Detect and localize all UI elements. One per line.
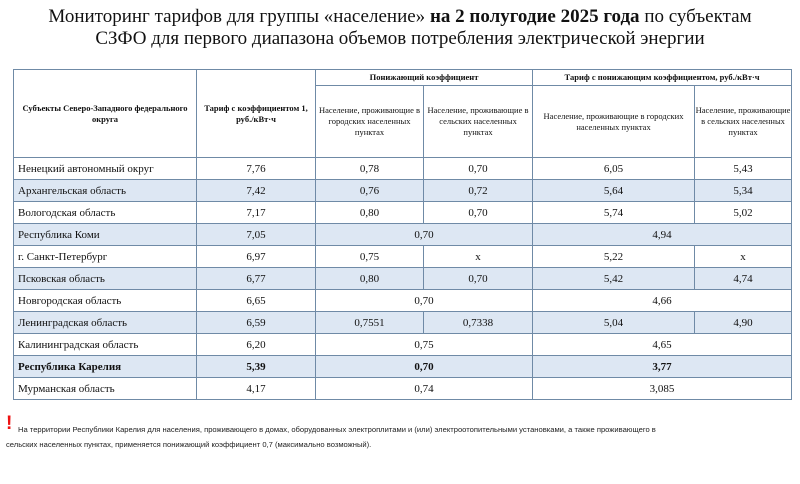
table-row xyxy=(14,378,792,400)
row-tariff: 6,77 xyxy=(197,268,316,290)
row-tariff-urban: 5,22 xyxy=(533,246,695,268)
page-title xyxy=(0,6,800,50)
row-coef: 0,70 xyxy=(316,290,533,312)
table-row xyxy=(14,202,792,224)
row-coef-rural: 0,70 xyxy=(424,268,533,290)
row-coef: 0,70 xyxy=(316,356,533,378)
footnote-line2: сельских населенных пунктах, применяется понижающий коэффициент 0,7 (максимально возможный). xyxy=(6,440,372,449)
title-part1: Мониторинг тарифов для группы «население» xyxy=(48,6,426,27)
row-tariff: 6,97 xyxy=(197,246,316,268)
row-coef-urban: 0,78 xyxy=(316,158,424,180)
row-coef-rural: х xyxy=(424,246,533,268)
header-coef-rural: Население, проживающие в сельских населенных пунктах xyxy=(424,86,533,158)
row-tariff-rural: 5,02 xyxy=(695,202,792,224)
row-tariff-rural: 4,74 xyxy=(695,268,792,290)
row-tariff: 7,42 xyxy=(197,180,316,202)
table-row xyxy=(14,180,792,202)
row-name: Вологодская область xyxy=(14,202,197,224)
row-tariff: 7,17 xyxy=(197,202,316,224)
row-name: Калининградская область xyxy=(14,334,197,356)
row-coef: 0,70 xyxy=(316,224,533,246)
row-coef-urban: 0,7551 xyxy=(316,312,424,334)
row-tariff-urban: 6,05 xyxy=(533,158,695,180)
header-reducing-coef: Понижающий коэффициент xyxy=(316,70,533,86)
footnote-line1: На территории Республики Карелия для населения, проживающего в домах, оборудованных электроплитами и (или) электроотопительными установками, а также проживающего в xyxy=(18,425,656,434)
row-tariff-reduced: 4,94 xyxy=(533,224,792,246)
row-tariff: 7,76 xyxy=(197,158,316,180)
row-tariff: 6,59 xyxy=(197,312,316,334)
row-coef: 0,74 xyxy=(316,378,533,400)
row-tariff-rural: 4,90 xyxy=(695,312,792,334)
exclamation-icon: ! xyxy=(6,413,13,434)
row-tariff-urban: 5,04 xyxy=(533,312,695,334)
table-row xyxy=(14,290,792,312)
header-tariff: Тариф с коэффициентом 1, руб./кВт·ч xyxy=(197,70,316,158)
row-coef-rural: 0,72 xyxy=(424,180,533,202)
title-line2: СЗФО для первого диапазона объемов потребления электрической энергии xyxy=(95,28,705,49)
title-period: на 2 полугодие 2025 года xyxy=(429,6,640,27)
table-row-highlighted xyxy=(14,356,792,378)
row-coef: 0,75 xyxy=(316,334,533,356)
row-tariff: 5,39 xyxy=(197,356,316,378)
row-tariff: 6,20 xyxy=(197,334,316,356)
row-tariff-urban: 5,64 xyxy=(533,180,695,202)
row-name: Ненецкий автономный округ xyxy=(14,158,197,180)
row-name: Новгородская область xyxy=(14,290,197,312)
title-part2: по субъектам xyxy=(644,6,752,27)
row-tariff-rural: х xyxy=(695,246,792,268)
row-name: Мурманская область xyxy=(14,378,197,400)
row-coef-urban: 0,76 xyxy=(316,180,424,202)
row-coef-rural: 0,70 xyxy=(424,202,533,224)
row-tariff: 4,17 xyxy=(197,378,316,400)
table-row xyxy=(14,334,792,356)
row-tariff-rural: 5,43 xyxy=(695,158,792,180)
footnote xyxy=(6,413,786,452)
row-coef-rural: 0,7338 xyxy=(424,312,533,334)
row-tariff-rural: 5,34 xyxy=(695,180,792,202)
row-name: Ленинградская область xyxy=(14,312,197,334)
table-row xyxy=(14,224,792,246)
tariff-table xyxy=(13,69,792,400)
row-tariff-urban: 5,74 xyxy=(533,202,695,224)
row-tariff: 6,65 xyxy=(197,290,316,312)
header-subjects: Субъекты Северо-Западного федерального округа xyxy=(14,70,197,158)
header-tariff-reduced: Тариф с понижающим коэффициентом, руб./кВт·ч xyxy=(533,70,792,86)
row-name: Республика Карелия xyxy=(14,356,197,378)
row-coef-rural: 0,70 xyxy=(424,158,533,180)
header-tariff-urban: Население, проживающие в городских населенных пунктах xyxy=(533,86,695,158)
row-coef-urban: 0,80 xyxy=(316,268,424,290)
row-name: Псковская область xyxy=(14,268,197,290)
row-tariff-reduced: 4,66 xyxy=(533,290,792,312)
table-row xyxy=(14,312,792,334)
header-tariff-rural: Население, проживающие в сельских населенных пунктах xyxy=(695,86,792,158)
row-tariff: 7,05 xyxy=(197,224,316,246)
table-row xyxy=(14,246,792,268)
table-row xyxy=(14,158,792,180)
row-name: Республика Коми xyxy=(14,224,197,246)
row-coef-urban: 0,75 xyxy=(316,246,424,268)
row-coef-urban: 0,80 xyxy=(316,202,424,224)
row-name: г. Санкт-Петербург xyxy=(14,246,197,268)
row-tariff-reduced: 3,77 xyxy=(533,356,792,378)
row-tariff-reduced: 3,085 xyxy=(533,378,792,400)
row-tariff-urban: 5,42 xyxy=(533,268,695,290)
header-coef-urban: Население, проживающие в городских населенных пунктах xyxy=(316,86,424,158)
row-name: Архангельская область xyxy=(14,180,197,202)
table-row xyxy=(14,268,792,290)
row-tariff-reduced: 4,65 xyxy=(533,334,792,356)
